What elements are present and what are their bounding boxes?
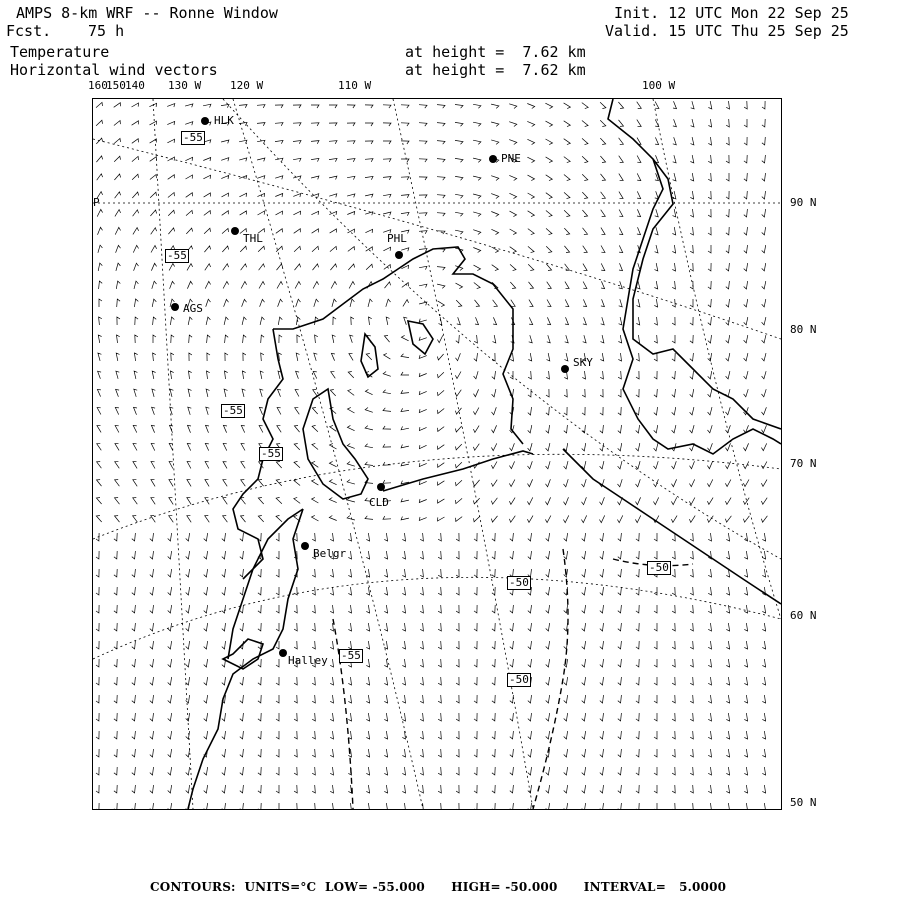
station-dot-ags (171, 303, 179, 311)
station-dot-halley (279, 649, 287, 657)
dronning-maud-coast (228, 509, 303, 659)
contour-label: -55 (261, 447, 281, 460)
edge-mark: P (93, 196, 100, 209)
map-panel (92, 98, 782, 810)
wind-barbs (96, 101, 767, 809)
contour-label: -55 (167, 249, 187, 262)
field-name-temperature: Temperature (10, 43, 110, 61)
contour-minus-55-a (333, 619, 353, 809)
station-dot-belgr (301, 542, 309, 550)
lat-label-90n: 90 N (790, 196, 817, 209)
lat-label-50n: 50 N (790, 796, 817, 809)
lon-label-130w: 130 W (168, 79, 202, 92)
contour-label: -55 (183, 131, 203, 144)
forecast-label: Fcst. (6, 22, 52, 40)
station-label-thl: THL (243, 232, 263, 245)
lon-label-150: 150 (106, 79, 126, 92)
contour-label: -50 (509, 673, 529, 686)
antarctic-peninsula-coast (608, 99, 781, 454)
station-label-sky: SKY (573, 356, 593, 369)
map-title: AMPS 8-km WRF -- Ronne Window (16, 4, 278, 22)
station-label-phl: PHL (387, 232, 407, 245)
meridian-130w (153, 99, 193, 809)
station-dot-pne (489, 155, 497, 163)
station-dot-hlk (201, 117, 209, 125)
contour-label: -55 (341, 649, 361, 662)
lat-label-70n: 70 N (790, 457, 817, 470)
station-label-pne: PNE (501, 152, 521, 165)
field-height-wind: at height = 7.62 km (405, 61, 586, 79)
peninsula-tip (563, 449, 781, 604)
contour-label: -50 (509, 576, 529, 589)
meridian-diag (223, 99, 781, 559)
station-dot-thl (231, 227, 239, 235)
lat-label-80n: 80 N (790, 323, 817, 336)
graticule (93, 99, 781, 809)
ronne-grounding-line (273, 247, 523, 444)
wind-vector-field (96, 101, 767, 809)
map-canvas (93, 99, 781, 809)
station-label-halley: Halley (288, 654, 328, 667)
station-label-hlk: HLK (214, 114, 234, 127)
lon-label-110w: 110 W (338, 79, 372, 92)
valid-time: Valid. 15 UTC Thu 25 Sep 25 (605, 22, 849, 40)
station-dot-sky (561, 365, 569, 373)
init-time: Init. 12 UTC Mon 22 Sep 25 (614, 4, 849, 22)
peninsula-west-coast (633, 159, 781, 429)
forecast-hours: 75 h (88, 22, 125, 40)
lon-label-120w: 120 W (230, 79, 264, 92)
inland-loop (361, 334, 378, 377)
contour-label: -50 (649, 561, 669, 574)
field-name-wind: Horizontal wind vectors (10, 61, 218, 79)
station-label-ags: AGS (183, 302, 203, 315)
contour-label: -55 (223, 404, 243, 417)
lon-label-160: 160 (88, 79, 108, 92)
station-label-belgr: Belgr (313, 547, 347, 560)
parallel-60n (93, 577, 781, 659)
station-dot-cld (377, 483, 385, 491)
north-island (408, 321, 433, 354)
lon-label-100w: 100 W (642, 79, 676, 92)
contour-minus-50-a (533, 549, 568, 809)
contour-info-footer: CONTOURS: UNITS=°C LOW= -55.000 HIGH= -50.000 INTERVAL= 5.0000 (150, 880, 727, 894)
field-height-temperature: at height = 7.62 km (405, 43, 586, 61)
lat-label-60n: 60 N (790, 609, 817, 622)
station-dot-phl (395, 251, 403, 259)
station-label-cld: CLD (369, 496, 389, 509)
weddell-east-coast (188, 509, 303, 809)
lon-label-140: 140 (125, 79, 145, 92)
